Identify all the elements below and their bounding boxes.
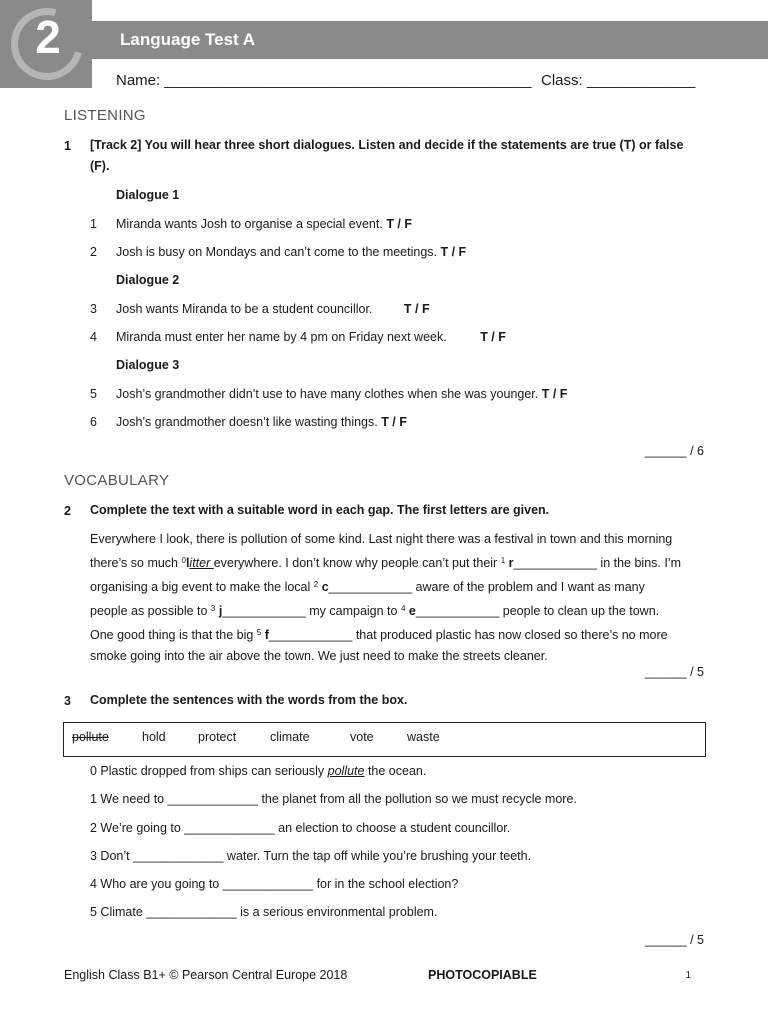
listening-item-text: Miranda wants Josh to organise a special event. xyxy=(116,217,383,231)
example-answer: pollute xyxy=(327,764,365,778)
listening-item-text: Josh’s grandmother didn’t use to have many clothes when she was younger. xyxy=(116,387,539,401)
listening-item-text: Josh is busy on Mondays and can’t come to the meetings. xyxy=(116,245,438,259)
page-title: Language Test A xyxy=(120,30,256,49)
sentence-item[interactable]: 3 Don’t _____________ water. Turn the tap off while you’re brushing your teeth. xyxy=(90,849,532,863)
sentence-item[interactable]: 2 We’re going to _____________ an election to choose a student councillor. xyxy=(90,821,511,835)
true-false-choice[interactable]: T / F xyxy=(386,217,413,231)
question-3-instruction: Complete the sentences with the words from the box. xyxy=(90,693,408,707)
gap-fill-text xyxy=(90,529,700,667)
question-2-number: 2 xyxy=(64,504,71,518)
listening-item-number: 6 xyxy=(90,415,97,429)
listening-item-text: Josh’s grandmother doesn’t like wasting things. xyxy=(116,415,378,429)
gap-fill-line: organising a big event to make the local $^2$ c____________ aware of the problem and I want as many xyxy=(90,580,645,594)
true-false-choice[interactable]: T / F xyxy=(480,330,506,344)
dialogue-3-heading: Dialogue 3 xyxy=(116,358,180,372)
listening-item-number: 5 xyxy=(90,387,97,401)
true-false-choice[interactable]: T / F xyxy=(403,302,430,316)
listening-item xyxy=(116,217,412,231)
word-box-word: pollute xyxy=(72,730,109,744)
listening-item-number: 4 xyxy=(90,330,97,344)
listening-item-text: Josh wants Miranda to be a student councillor. xyxy=(116,302,373,316)
class-field-label: Class: _____________ xyxy=(541,72,696,89)
gap-fill-line: smoke going into the air above the town. We just need to make the streets cleaner. xyxy=(90,649,548,663)
sentence-item[interactable]: 4 Who are you going to _____________ for in the school election? xyxy=(90,877,459,891)
vocabulary-q3-score: ______ / 5 xyxy=(644,933,704,947)
answer-gap-2[interactable]: ____________ xyxy=(328,580,413,594)
listening-item-text: Miranda must enter her name by 4 pm on Friday next week. xyxy=(116,330,447,344)
question-2-instruction: Complete the text with a suitable word in each gap. The first letters are given. xyxy=(90,503,550,517)
true-false-choice[interactable]: T / F xyxy=(440,245,467,259)
dialogue-1-heading: Dialogue 1 xyxy=(116,188,180,202)
listening-item xyxy=(116,302,430,316)
question-1-instruction: [Track 2] You will hear three short dialogues. Listen and decide if the statements are true (T) or false (F). xyxy=(90,138,684,173)
word-box-word: vote xyxy=(350,730,374,744)
sentence-item[interactable]: 5 Climate _____________ is a serious environmental problem. xyxy=(90,905,438,919)
answer-gap-3[interactable]: ____________ xyxy=(222,604,306,618)
listening-heading: LISTENING xyxy=(64,107,146,124)
listening-item xyxy=(116,415,407,429)
true-false-choice[interactable]: T / F xyxy=(381,415,407,429)
example-answer: itter xyxy=(189,556,214,570)
example-sentence: 0 Plastic dropped from ships can seriously pollute the ocean. xyxy=(90,764,427,778)
listening-item xyxy=(116,387,567,401)
word-box-word: hold xyxy=(142,730,166,744)
gap-fill-line: there’s so much $^0$litter everywhere. I don’t know why people can’t put their $^1$ r____________ in the bins. I’m xyxy=(90,556,682,570)
name-class-line xyxy=(116,72,696,89)
answer-gap-5[interactable]: ____________ xyxy=(268,628,353,642)
gap-fill-line: One good thing is that the big $^5$ f____________ that produced plastic has now closed so there’s no more xyxy=(90,628,668,642)
word-box xyxy=(63,722,706,757)
listening-item-number: 1 xyxy=(90,217,97,231)
listening-item-number: 2 xyxy=(90,245,97,259)
answer-gap-4[interactable]: ____________ xyxy=(415,604,500,618)
footer-photocopiable: PHOTOCOPIABLE xyxy=(428,968,537,982)
question-3-number: 3 xyxy=(64,694,71,708)
title-bar xyxy=(92,21,768,59)
vocabulary-q2-score: ______ / 5 xyxy=(644,665,704,679)
word-box-word: waste xyxy=(407,730,440,744)
true-false-choice[interactable]: T / F xyxy=(541,387,568,401)
listening-item-number: 3 xyxy=(90,302,97,316)
name-field-label: Name: ____________________________________________ xyxy=(116,72,532,89)
vocabulary-heading: VOCABULARY xyxy=(64,472,170,489)
listening-item xyxy=(116,330,506,344)
page-number: 1 xyxy=(685,970,691,981)
dialogue-2-heading: Dialogue 2 xyxy=(116,273,180,287)
gap-fill-line: people as possible to $^3$ j____________ my campaign to $^4$ e____________ people to clean up the town. xyxy=(90,604,660,618)
gap-fill-line: Everywhere I look, there is pollution of some kind. Last night there was a festival in town and this morning xyxy=(90,532,673,546)
unit-number: 2 xyxy=(35,11,61,63)
sentence-item[interactable]: 1 We need to _____________ the planet from all the pollution so we must recycle more. xyxy=(90,792,577,806)
word-box-word: climate xyxy=(270,730,310,744)
listening-score: ______ / 6 xyxy=(644,444,704,458)
footer-copyright: English Class B1+ © Pearson Central Europe 2018 xyxy=(64,968,348,982)
unit-badge xyxy=(0,0,92,88)
listening-item xyxy=(116,245,466,259)
word-box-word: protect xyxy=(198,730,237,744)
question-1-number: 1 xyxy=(64,139,71,153)
answer-gap-1[interactable]: ____________ xyxy=(513,556,597,570)
